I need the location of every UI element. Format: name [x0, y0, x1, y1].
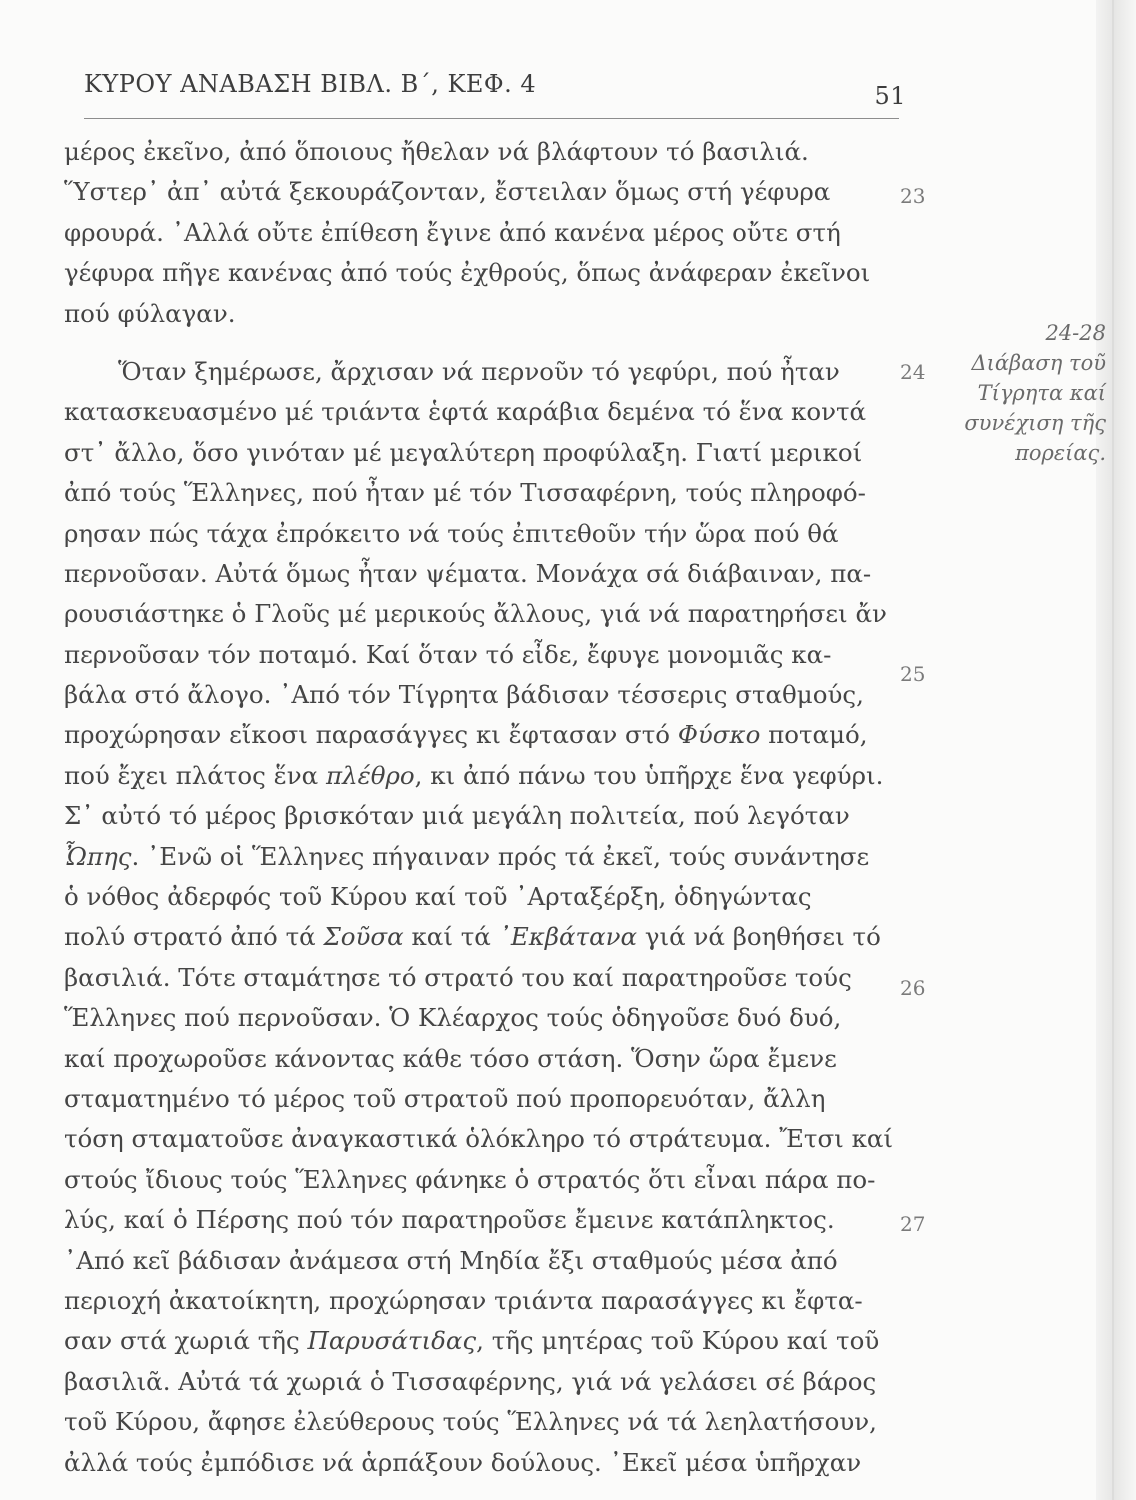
text-line: ὁ νόθος ἀδερφός τοῦ Κύρου καί τοῦ ᾽Αρταξέρξη, ὁδηγώντας [64, 882, 812, 912]
text-line: βασιλιᾶ. Αὐτά τά χωριά ὁ Τισσαφέρνης, γιά νά γελάσει σέ βάρος [64, 1366, 877, 1396]
text-fragment: . ᾽Ενῶ οἱ Ἕλληνες πήγαιναν πρός τά ἐκεῖ, τούς συνάντησε [131, 841, 870, 871]
text-line [64, 756, 894, 796]
page-edge-shadow [1096, 0, 1136, 1500]
text-line: Ὕστερ᾽ ἀπ᾽ αὐτά ξεκουράζονταν, ἔστειλαν ὅμως στή γέφυρα [64, 177, 831, 207]
text-fragment: ποταμό, [760, 720, 868, 750]
text-line: τόση σταματοῦσε ἀναγκαστικά ὁλόκληρο τό στράτευμα. Ἔτσι καί [64, 1124, 894, 1154]
text-fragment: καί τά [403, 922, 499, 952]
section-number: 24 [900, 360, 926, 384]
text-fragment: πολύ στρατό ἀπό τά [64, 922, 324, 952]
text-line [64, 917, 894, 957]
text-fragment: πού ἔχει πλάτος ἕνα [64, 760, 326, 790]
place-name-sousa: Σοῦσα [323, 922, 404, 952]
text-line: Σ᾽ αὐτό τό μέρος βρισκόταν μιά μεγάλη πολιτεία, πού λεγόταν [64, 801, 850, 831]
section-number: 26 [900, 976, 926, 1000]
text-line: Ὅταν ξημέρωσε, ἄρχισαν νά περνοῦν τό γεφύρι, πού ἦταν [118, 356, 840, 386]
text-line: ἀλλά τούς ἐμπόδισε νά ἁρπάξουν δούλους. ᾽Εκεῖ μέσα ὑπῆρχαν [64, 1447, 862, 1477]
running-title: ΚΥΡΟΥ ΑΝΑΒΑΣΗ ΒΙΒΛ. Β΄, ΚΕΦ. 4 [84, 70, 537, 98]
margin-note-line: Τίγρητα καί [977, 381, 1106, 405]
margin-note-line: Διάβαση τοῦ [971, 351, 1106, 375]
text-line: τοῦ Κύρου, ἄφησε ἐλεύθερους τούς Ἕλληνες νά τά λεηλατήσουν, [64, 1407, 877, 1437]
margin-note-line: συνέχιση τῆς [964, 411, 1106, 435]
text-line: περιοχή ἀκατοίκητη, προχώρησαν τριάντα παρασάγγες κι ἔφτα- [64, 1285, 863, 1315]
page-number: 51 [874, 82, 906, 110]
page-edge-line [1112, 0, 1114, 1500]
text-line: ρησαν πώς τάχα ἐπρόκειτο νά τούς ἐπιτεθοῦν τήν ὥρα πού θά [64, 518, 839, 548]
text-line: πού φύλαγαν. [64, 298, 236, 328]
place-name-parysatida: Παρυσάτιδας [307, 1326, 477, 1356]
term-plethro: πλέθρο [325, 760, 415, 790]
text-fragment: , τῆς μητέρας τοῦ Κύρου καί τοῦ [476, 1326, 880, 1356]
text-line: βάλα στό ἄλογο. ᾽Από τόν Τίγρητα βάδισαν τέσσερις σταθμούς, [64, 680, 864, 710]
margin-note-line: πορείας. [1015, 441, 1106, 465]
place-name-opis: Ὦπης [64, 841, 132, 871]
margin-note [956, 318, 1106, 468]
text-line: καί προχωροῦσε κάνοντας κάθε τόσο στάση. Ὅσην ὥρα ἔμενε [64, 1043, 837, 1073]
text-line: μέρος ἐκεῖνο, ἀπό ὅποιους ἤθελαν νά βλάφτουν τό βασιλιά. [64, 137, 809, 166]
body-text [64, 132, 894, 1483]
text-line: γέφυρα πῆγε κανένας ἀπό τούς ἐχθρούς, ὅπως ἀνάφεραν ἐκεῖνοι [64, 258, 871, 288]
place-name-fysko: Φύσκο [677, 720, 761, 750]
running-header [84, 70, 906, 110]
text-line: φρουρά. ᾽Αλλά οὔτε ἐπίθεση ἔγινε ἀπό κανένα μέρος οὔτε στή [64, 217, 841, 247]
text-line [64, 837, 894, 877]
text-line: στ᾽ ἄλλο, ὅσο γινόταν μέ μεγαλύτερη προφύλαξη. Γιατί μερικοί [64, 437, 863, 467]
text-line [64, 715, 894, 755]
text-fragment: προχώρησαν εἴκοσι παρασάγγες κι ἔφτασαν στό [64, 720, 678, 750]
text-fragment: γιά νά βοηθήσει τό [637, 922, 881, 952]
section-number: 23 [900, 184, 926, 208]
text-fragment: σαν στά χωριά τῆς [64, 1326, 308, 1356]
text-line: ᾽Από κεῖ βάδισαν ἀνάμεσα στή Μηδία ἔξι σταθμούς μέσα ἀπό [64, 1245, 838, 1275]
text-line: ἀπό τούς Ἕλληνες, πού ἦταν μέ τόν Τισσαφέρνη, τούς πληροφό- [64, 478, 866, 508]
text-line: βασιλιά. Τότε σταμάτησε τό στρατό του καί παρατηροῦσε τούς [64, 962, 852, 992]
header-rule [84, 118, 899, 119]
section-number: 25 [900, 662, 926, 686]
text-line: σταματημένο τό μέρος τοῦ στρατοῦ πού προπορευόταν, ἄλλη [64, 1083, 826, 1113]
place-name-ekbatana: ᾽Εκβάτανα [498, 922, 638, 952]
text-fragment: , κι ἀπό πάνω του ὑπῆρχε ἕνα γεφύρι. [414, 760, 884, 790]
text-line: στούς ἴδιους τούς Ἕλληνες φάνηκε ὁ στρατός ὅτι εἶναι πάρα πο- [64, 1164, 876, 1194]
section-number: 27 [900, 1212, 926, 1236]
text-line [64, 1321, 894, 1361]
text-line: περνοῦσαν. Αὐτά ὅμως ἦταν ψέματα. Μονάχα σά διάβαιναν, πα- [64, 558, 872, 588]
text-line: Ἕλληνες πού περνοῦσαν. Ὁ Κλέαρχος τούς ὁδηγοῦσε δυό δυό, [64, 1003, 842, 1033]
text-line: λύς, καί ὁ Πέρσης πού τόν παρατηροῦσε ἔμεινε κατάπληκτος. [64, 1205, 835, 1235]
text-line: κατασκευασμένο μέ τριάντα ἑφτά καράβια δεμένα τό ἕνα κοντά [64, 397, 867, 427]
margin-note-range: 24-28 [1045, 321, 1106, 345]
text-line: περνοῦσαν τόν ποταμό. Καί ὅταν τό εἶδε, ἔφυγε μονομιᾶς κα- [64, 639, 832, 669]
text-line: ρουσιάστηκε ὁ Γλοῦς μέ μερικούς ἄλλους, γιά νά παρατηρήσει ἄν [64, 599, 887, 629]
